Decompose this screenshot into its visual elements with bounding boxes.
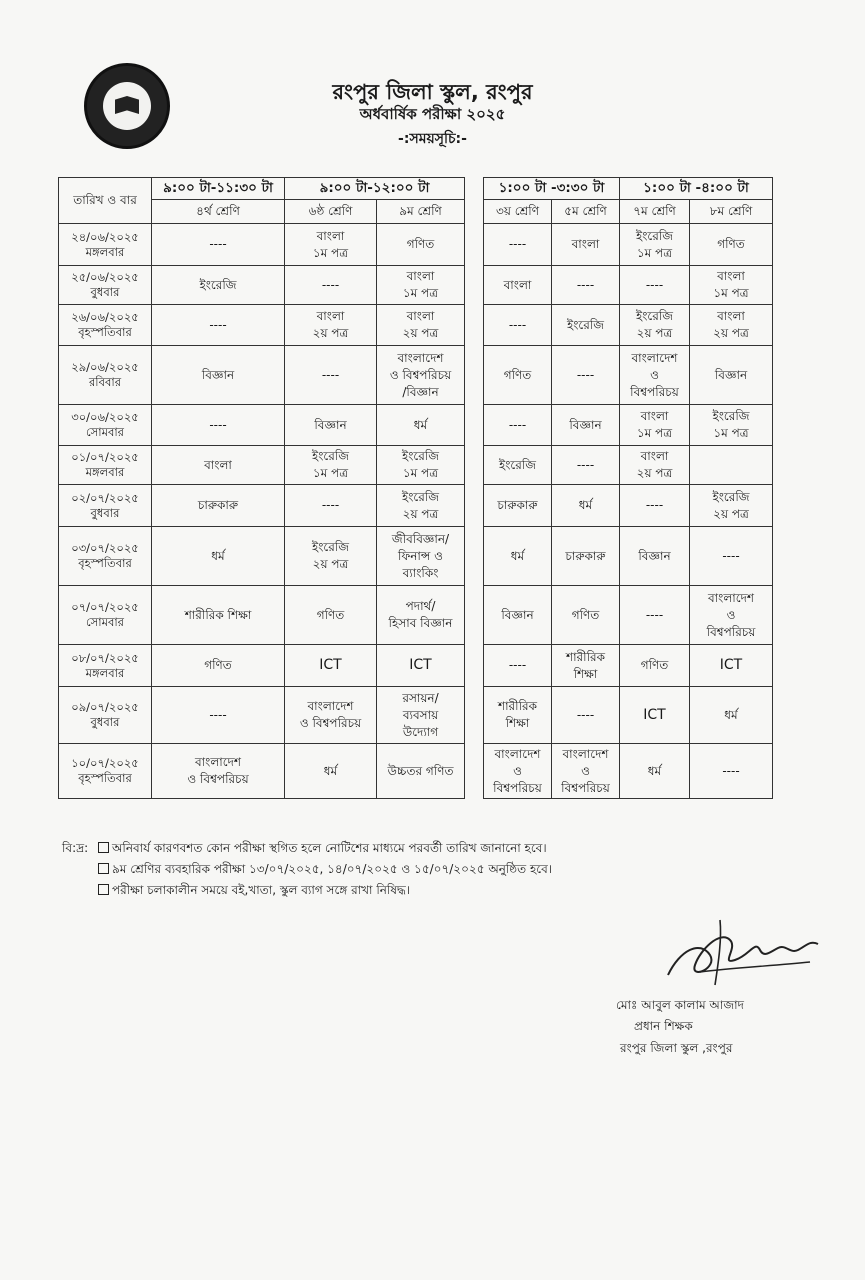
- date-cell: [59, 346, 152, 405]
- afternoon-slot-2: ১:০০ টা -৪:০০ টা: [620, 178, 773, 200]
- subject-cell: ICT: [690, 645, 773, 687]
- subject-cell: শারীরিক শিক্ষা: [152, 586, 285, 645]
- date-cell: [59, 485, 152, 527]
- subject-cell: ইংরেজি ১ম পত্র: [285, 446, 377, 485]
- subject-cell: ইংরেজি ২য় পত্র: [377, 485, 465, 527]
- table-row: [484, 305, 773, 346]
- handwritten-signature: [660, 910, 830, 990]
- table-row: [484, 744, 773, 799]
- subject-cell: বিজ্ঞান: [620, 527, 690, 586]
- exam-day: বৃহস্পতিবার: [78, 771, 132, 785]
- exam-date: ০৮/০৭/২০২৫: [71, 650, 139, 665]
- table-row: [484, 586, 773, 645]
- table-row: [484, 687, 773, 744]
- subject-cell: বাংলাদেশ ও বিশ্বপরিচয়: [484, 744, 552, 799]
- subject-cell: ----: [285, 266, 377, 305]
- principal-name: মোঃ আবুল কালাম আজাদ: [616, 998, 744, 1012]
- subject-cell: বাংলাদেশ ও বিশ্বপরিচয়: [552, 744, 620, 799]
- exam-date: ২৪/০৬/২০২৫: [71, 229, 139, 244]
- exam-date: ০৯/০৭/২০২৫: [71, 700, 139, 714]
- date-cell: [59, 645, 152, 687]
- table-row: [59, 527, 465, 586]
- subject-cell: ICT: [285, 645, 377, 687]
- subject-cell: ----: [152, 405, 285, 446]
- exam-day: সোমবার: [85, 425, 125, 439]
- subject-cell: ICT: [377, 645, 465, 687]
- checkbox-icon: [98, 842, 109, 853]
- subject-cell: ইংরেজি: [152, 266, 285, 305]
- subject-cell: বিজ্ঞান: [552, 405, 620, 446]
- subject-cell: গণিত: [552, 586, 620, 645]
- subject-cell: গণিত: [484, 346, 552, 405]
- exam-date: ২৬/০৬/২০২৫: [71, 310, 139, 324]
- subject-cell: ----: [152, 305, 285, 346]
- schedule-heading: -:সময়সূচি:-: [398, 131, 467, 147]
- subject-cell: ICT: [620, 687, 690, 744]
- subject-cell: বাংলা ২য় পত্র: [285, 305, 377, 346]
- subject-cell: পদার্থ/ হিসাব বিজ্ঞান: [377, 586, 465, 645]
- subject-cell: ইংরেজি ২য় পত্র: [690, 485, 773, 527]
- subject-cell: বাংলা ১ম পত্র: [690, 266, 773, 305]
- table-row: [484, 485, 773, 527]
- subject-cell: জীববিজ্ঞান/ ফিনান্স ও ব্যাংকিং: [377, 527, 465, 586]
- subject-cell: ধর্ম: [285, 744, 377, 799]
- note-item: অনিবার্য কারণবশত কোন পরীক্ষা স্থগিত হলে নোটিশের মাধ্যমে পরবর্তী তারিখ জানানো হবে।: [98, 838, 547, 859]
- subject-cell: চারুকারু: [552, 527, 620, 586]
- date-cell: [59, 586, 152, 645]
- table-row: [59, 224, 465, 266]
- subject-cell: চারুকারু: [152, 485, 285, 527]
- subject-cell: বাংলা ১ম পত্র: [377, 266, 465, 305]
- subject-cell: বাংলা ২য় পত্র: [620, 446, 690, 485]
- subject-cell: ----: [552, 346, 620, 405]
- subject-cell: ----: [152, 687, 285, 744]
- subject-cell: ধর্ম: [152, 527, 285, 586]
- subject-cell: ----: [620, 485, 690, 527]
- exam-date: ১০/০৭/২০২৫: [71, 756, 139, 770]
- table-row: [484, 346, 773, 405]
- date-cell: [59, 224, 152, 266]
- date-cell: [59, 446, 152, 485]
- subject-cell: ----: [484, 645, 552, 687]
- subject-cell: বাংলাদেশ ও বিশ্বপরিচয়: [285, 687, 377, 744]
- exam-day: রবিবার: [88, 375, 122, 389]
- table-row: [59, 586, 465, 645]
- subject-cell: বিজ্ঞান: [690, 346, 773, 405]
- subject-cell: বাংলাদেশ ও বিশ্বপরিচয়: [152, 744, 285, 799]
- subject-cell: ইংরেজি ১ম পত্র: [620, 224, 690, 266]
- table-row: [59, 485, 465, 527]
- subject-cell: বাংলা: [484, 266, 552, 305]
- exam-date: ৩০/০৬/২০২৫: [71, 410, 139, 424]
- subject-cell: বাংলা ২য় পত্র: [377, 305, 465, 346]
- date-cell: [59, 266, 152, 305]
- exam-day: মঙ্গলবার: [85, 244, 125, 259]
- subject-cell: বাংলাদেশ ও বিশ্বপরিচয়: [620, 346, 690, 405]
- subject-cell: বাংলা ১ম পত্র: [620, 405, 690, 446]
- subject-cell: গণিত: [285, 586, 377, 645]
- note-item: পরীক্ষা চলাকালীন সময়ে বই,খাতা, স্কুল ব্যাগ সঙ্গে রাখা নিষিদ্ধ।: [98, 880, 410, 901]
- table-row: [59, 305, 465, 346]
- exam-date: ০১/০৭/২০২৫: [71, 450, 139, 464]
- subject-cell: ইংরেজি ১ম পত্র: [690, 405, 773, 446]
- subject-cell: গণিত: [377, 224, 465, 266]
- exam-day: মঙ্গলবার: [85, 465, 125, 479]
- table-row: [59, 687, 465, 744]
- exam-date: ০২/০৭/২০২৫: [71, 490, 139, 505]
- exam-day: সোমবার: [85, 615, 125, 629]
- subject-cell: ইংরেজি ২য় পত্র: [620, 305, 690, 346]
- subject-cell: ----: [285, 485, 377, 527]
- table-row: [59, 266, 465, 305]
- subject-cell: ধর্ম: [484, 527, 552, 586]
- exam-day: বুধবার: [90, 715, 120, 729]
- subject-cell: ইংরেজি: [484, 446, 552, 485]
- subject-cell: বাংলা: [552, 224, 620, 266]
- afternoon-schedule-table: [483, 177, 773, 799]
- class-header-8: ৮ম শ্রেণি: [690, 200, 773, 224]
- principal-school: রংপুর জিলা স্কুল ,রংপুর: [620, 1041, 733, 1055]
- notes-label: বি:দ্র:: [62, 841, 89, 855]
- subject-cell: ----: [484, 224, 552, 266]
- table-row: [59, 405, 465, 446]
- subject-cell: বাংলাদেশ ও বিশ্বপরিচয় /বিজ্ঞান: [377, 346, 465, 405]
- afternoon-slot-1: ১:০০ টা -৩:৩০ টা: [484, 178, 620, 200]
- morning-slot-2: ৯:০০ টা-১২:০০ টা: [285, 178, 465, 200]
- exam-date: ২৯/০৬/২০২৫: [71, 360, 139, 374]
- subject-cell: ইংরেজি: [552, 305, 620, 346]
- subject-cell: ----: [152, 224, 285, 266]
- exam-date: ০৩/০৭/২০২৫: [71, 541, 139, 555]
- exam-day: বৃহস্পতিবার: [78, 556, 132, 570]
- date-cell: [59, 687, 152, 744]
- table-row: [484, 266, 773, 305]
- subject-cell: বাংলা: [152, 446, 285, 485]
- exam-title: অর্ধবার্ষিক পরীক্ষা ২০২৫: [359, 105, 506, 123]
- subject-cell: শারীরিক শিক্ষা: [552, 645, 620, 687]
- exam-day: বুধবার: [90, 285, 120, 299]
- table-row: [484, 645, 773, 687]
- subject-cell: বাংলা ১ম পত্র: [285, 224, 377, 266]
- subject-cell: গণিত: [152, 645, 285, 687]
- date-cell: [59, 744, 152, 799]
- date-column-header: তারিখ ও বার: [59, 178, 152, 224]
- class-header-5: ৫ম শ্রেণি: [552, 200, 620, 224]
- exam-day: বৃহস্পতিবার: [78, 325, 132, 339]
- subject-cell: গণিত: [620, 645, 690, 687]
- class-header-3: ৩য় শ্রেণি: [484, 200, 552, 224]
- morning-schedule-table: [58, 177, 465, 799]
- class-header-9: ৯ম শ্রেণি: [377, 200, 465, 224]
- class-header-4: ৪র্থ শ্রেণি: [152, 200, 285, 224]
- subject-cell: বাংলা ২য় পত্র: [690, 305, 773, 346]
- subject-cell: ----: [484, 305, 552, 346]
- subject-cell: বিজ্ঞান: [285, 405, 377, 446]
- table-row: [59, 446, 465, 485]
- subject-cell: বাংলাদেশ ও বিশ্বপরিচয়: [690, 586, 773, 645]
- table-row: [484, 224, 773, 266]
- subject-cell: ধর্ম: [620, 744, 690, 799]
- date-cell: [59, 305, 152, 346]
- subject-cell: ইংরেজি ১ম পত্র: [377, 446, 465, 485]
- subject-cell: ধর্ম: [690, 687, 773, 744]
- subject-cell: ----: [620, 586, 690, 645]
- table-row: [59, 645, 465, 687]
- exam-date: ২৫/০৬/২০২৫: [71, 270, 139, 284]
- table-row: [59, 346, 465, 405]
- subject-cell: [690, 446, 773, 485]
- subject-cell: বিজ্ঞান: [152, 346, 285, 405]
- note-item: ৯ম শ্রেণির ব্যবহারিক পরীক্ষা ১৩/০৭/২০২৫, ১৪/০৭/২০২৫ ও ১৫/০৭/২০২৫ অনুষ্ঠিত হবে।: [98, 859, 552, 880]
- subject-cell: ----: [552, 266, 620, 305]
- subject-cell: ----: [620, 266, 690, 305]
- exam-day: মঙ্গলবার: [85, 665, 125, 680]
- school-name: রংপুর জিলা স্কুল, রংপুর: [332, 80, 533, 104]
- subject-cell: ধর্ম: [377, 405, 465, 446]
- subject-cell: শারীরিক শিক্ষা: [484, 687, 552, 744]
- table-row: [484, 405, 773, 446]
- subject-cell: ----: [690, 527, 773, 586]
- exam-date: ০৭/০৭/২০২৫: [71, 600, 139, 614]
- subject-cell: গণিত: [690, 224, 773, 266]
- date-cell: [59, 527, 152, 586]
- checkbox-icon: [98, 884, 109, 895]
- subject-cell: বিজ্ঞান: [484, 586, 552, 645]
- subject-cell: চারুকারু: [484, 485, 552, 527]
- checkbox-icon: [98, 863, 109, 874]
- table-row: [484, 446, 773, 485]
- subject-cell: রসায়ন/ ব্যবসায় উদ্যোগ: [377, 687, 465, 744]
- subject-cell: ----: [690, 744, 773, 799]
- subject-cell: ----: [484, 405, 552, 446]
- subject-cell: ----: [552, 446, 620, 485]
- principal-title: প্রধান শিক্ষক: [634, 1019, 693, 1033]
- subject-cell: ধর্ম: [552, 485, 620, 527]
- class-header-7: ৭ম শ্রেণি: [620, 200, 690, 224]
- table-row: [484, 527, 773, 586]
- morning-slot-1: ৯:০০ টা-১১:৩০ টা: [152, 178, 285, 200]
- table-row: [59, 744, 465, 799]
- subject-cell: ----: [285, 346, 377, 405]
- subject-cell: ----: [552, 687, 620, 744]
- subject-cell: ইংরেজি ২য় পত্র: [285, 527, 377, 586]
- class-header-6: ৬ষ্ঠ শ্রেণি: [285, 200, 377, 224]
- date-cell: [59, 405, 152, 446]
- exam-day: বুধবার: [90, 505, 120, 520]
- subject-cell: উচ্চতর গণিত: [377, 744, 465, 799]
